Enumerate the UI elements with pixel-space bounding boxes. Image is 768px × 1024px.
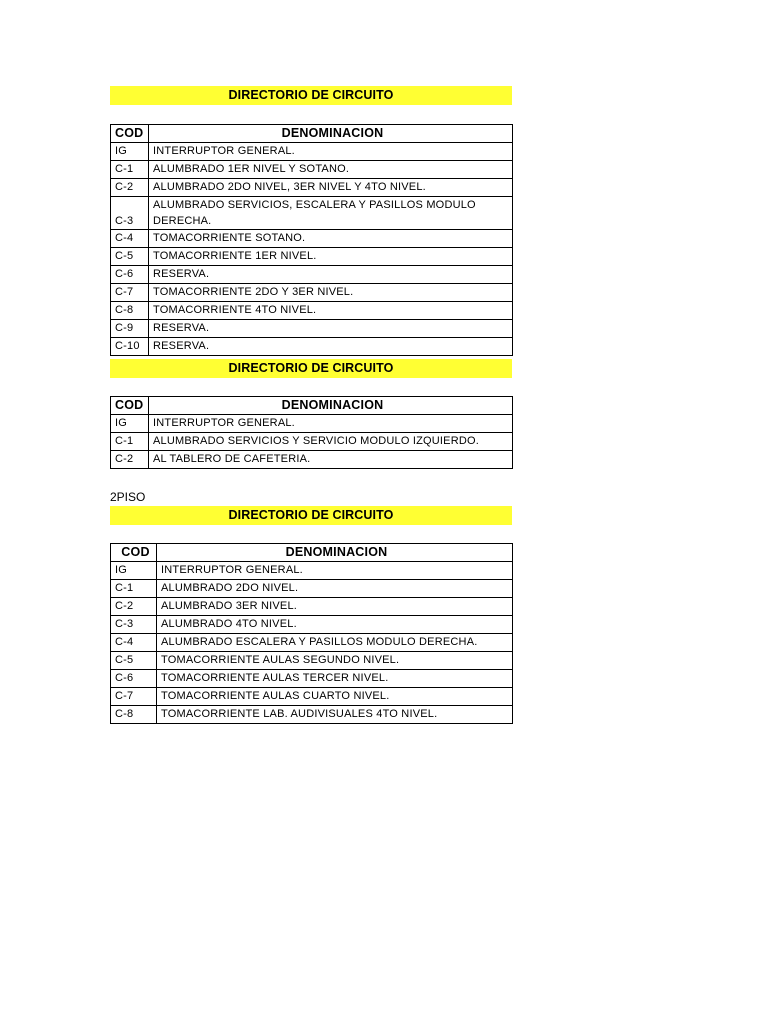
table-row <box>111 415 513 433</box>
table-body <box>111 143 513 356</box>
circuit-table-1 <box>110 124 513 356</box>
circuit-name: ALUMBRADO 2DO NIVEL. <box>157 580 513 598</box>
circuit-table-3 <box>110 543 513 724</box>
section-1-heading: DIRECTORIO DE CIRCUITO <box>110 86 512 105</box>
table-row <box>111 284 513 302</box>
table-row <box>111 562 513 580</box>
circuit-code: C-1 <box>111 433 149 451</box>
circuit-name: TOMACORRIENTE AULAS CUARTO NIVEL. <box>157 688 513 706</box>
circuit-code: C-4 <box>111 230 149 248</box>
circuit-name: ALUMBRADO 3ER NIVEL. <box>157 598 513 616</box>
table-row <box>111 248 513 266</box>
circuit-code: C-6 <box>111 266 149 284</box>
table-header-row <box>111 125 513 143</box>
circuit-name: INTERRUPTOR GENERAL. <box>149 415 513 433</box>
circuit-name: TOMACORRIENTE 1ER NIVEL. <box>149 248 513 266</box>
table-row <box>111 161 513 179</box>
circuit-name: RESERVA. <box>149 320 513 338</box>
table-row <box>111 179 513 197</box>
table-row <box>111 706 513 724</box>
table-row <box>111 670 513 688</box>
circuit-code: C-8 <box>111 302 149 320</box>
table-row <box>111 580 513 598</box>
circuit-code: IG <box>111 562 157 580</box>
circuit-code: C-9 <box>111 320 149 338</box>
circuit-code: C-7 <box>111 284 149 302</box>
circuit-code: C-7 <box>111 688 157 706</box>
table-row <box>111 197 513 230</box>
table-row <box>111 143 513 161</box>
col-header-name: DENOMINACION <box>149 397 513 415</box>
table-row <box>111 338 513 356</box>
table-body <box>111 415 513 469</box>
circuit-code: C-3 <box>111 616 157 634</box>
table-row <box>111 320 513 338</box>
circuit-code: C-5 <box>111 248 149 266</box>
circuit-code: C-2 <box>111 451 149 469</box>
circuit-name: TOMACORRIENTE LAB. AUDIVISUALES 4TO NIVEL. <box>157 706 513 724</box>
circuit-name: ALUMBRADO 2DO NIVEL, 3ER NIVEL Y 4TO NIVEL. <box>149 179 513 197</box>
table-row <box>111 451 513 469</box>
circuit-code: C-4 <box>111 634 157 652</box>
circuit-table-2 <box>110 396 513 469</box>
circuit-code: C-3 <box>111 197 149 230</box>
table-row <box>111 266 513 284</box>
circuit-name: TOMACORRIENTE AULAS SEGUNDO NIVEL. <box>157 652 513 670</box>
circuit-name: INTERRUPTOR GENERAL. <box>149 143 513 161</box>
circuit-name: ALUMBRADO ESCALERA Y PASILLOS MODULO DERECHA. <box>157 634 513 652</box>
circuit-name: TOMACORRIENTE 2DO Y 3ER NIVEL. <box>149 284 513 302</box>
circuit-code: C-2 <box>111 598 157 616</box>
circuit-code: C-2 <box>111 179 149 197</box>
circuit-name: TOMACORRIENTE 4TO NIVEL. <box>149 302 513 320</box>
table-row <box>111 688 513 706</box>
table-row <box>111 634 513 652</box>
circuit-code: C-6 <box>111 670 157 688</box>
table-header-row <box>111 544 513 562</box>
table-row <box>111 652 513 670</box>
col-header-name: DENOMINACION <box>149 125 513 143</box>
circuit-name: TOMACORRIENTE SOTANO. <box>149 230 513 248</box>
circuit-name: ALUMBRADO SERVICIOS, ESCALERA Y PASILLOS MODULO DERECHA. <box>149 197 513 230</box>
table-row <box>111 598 513 616</box>
circuit-name: RESERVA. <box>149 338 513 356</box>
col-header-code: COD <box>111 125 149 143</box>
table-row <box>111 230 513 248</box>
table-row <box>111 433 513 451</box>
section-3-heading: DIRECTORIO DE CIRCUITO <box>110 506 512 525</box>
circuit-name: AL TABLERO DE CAFETERIA. <box>149 451 513 469</box>
circuit-name: ALUMBRADO 1ER NIVEL Y SOTANO. <box>149 161 513 179</box>
col-header-name: DENOMINACION <box>157 544 513 562</box>
col-header-code: COD <box>111 544 157 562</box>
circuit-code: IG <box>111 143 149 161</box>
circuit-code: C-5 <box>111 652 157 670</box>
circuit-name: INTERRUPTOR GENERAL. <box>157 562 513 580</box>
circuit-code: C-1 <box>111 161 149 179</box>
circuit-code: C-1 <box>111 580 157 598</box>
col-header-code: COD <box>111 397 149 415</box>
section-2-heading: DIRECTORIO DE CIRCUITO <box>110 359 512 378</box>
table-row <box>111 302 513 320</box>
circuit-name: ALUMBRADO 4TO NIVEL. <box>157 616 513 634</box>
circuit-name: ALUMBRADO SERVICIOS Y SERVICIO MODULO IZQUIERDO. <box>149 433 513 451</box>
table-body <box>111 562 513 724</box>
circuit-name: TOMACORRIENTE AULAS TERCER NIVEL. <box>157 670 513 688</box>
circuit-code: C-8 <box>111 706 157 724</box>
circuit-code: IG <box>111 415 149 433</box>
circuit-name: RESERVA. <box>149 266 513 284</box>
floor-label: 2PISO <box>110 490 146 504</box>
table-row <box>111 616 513 634</box>
circuit-code: C-10 <box>111 338 149 356</box>
table-header-row <box>111 397 513 415</box>
